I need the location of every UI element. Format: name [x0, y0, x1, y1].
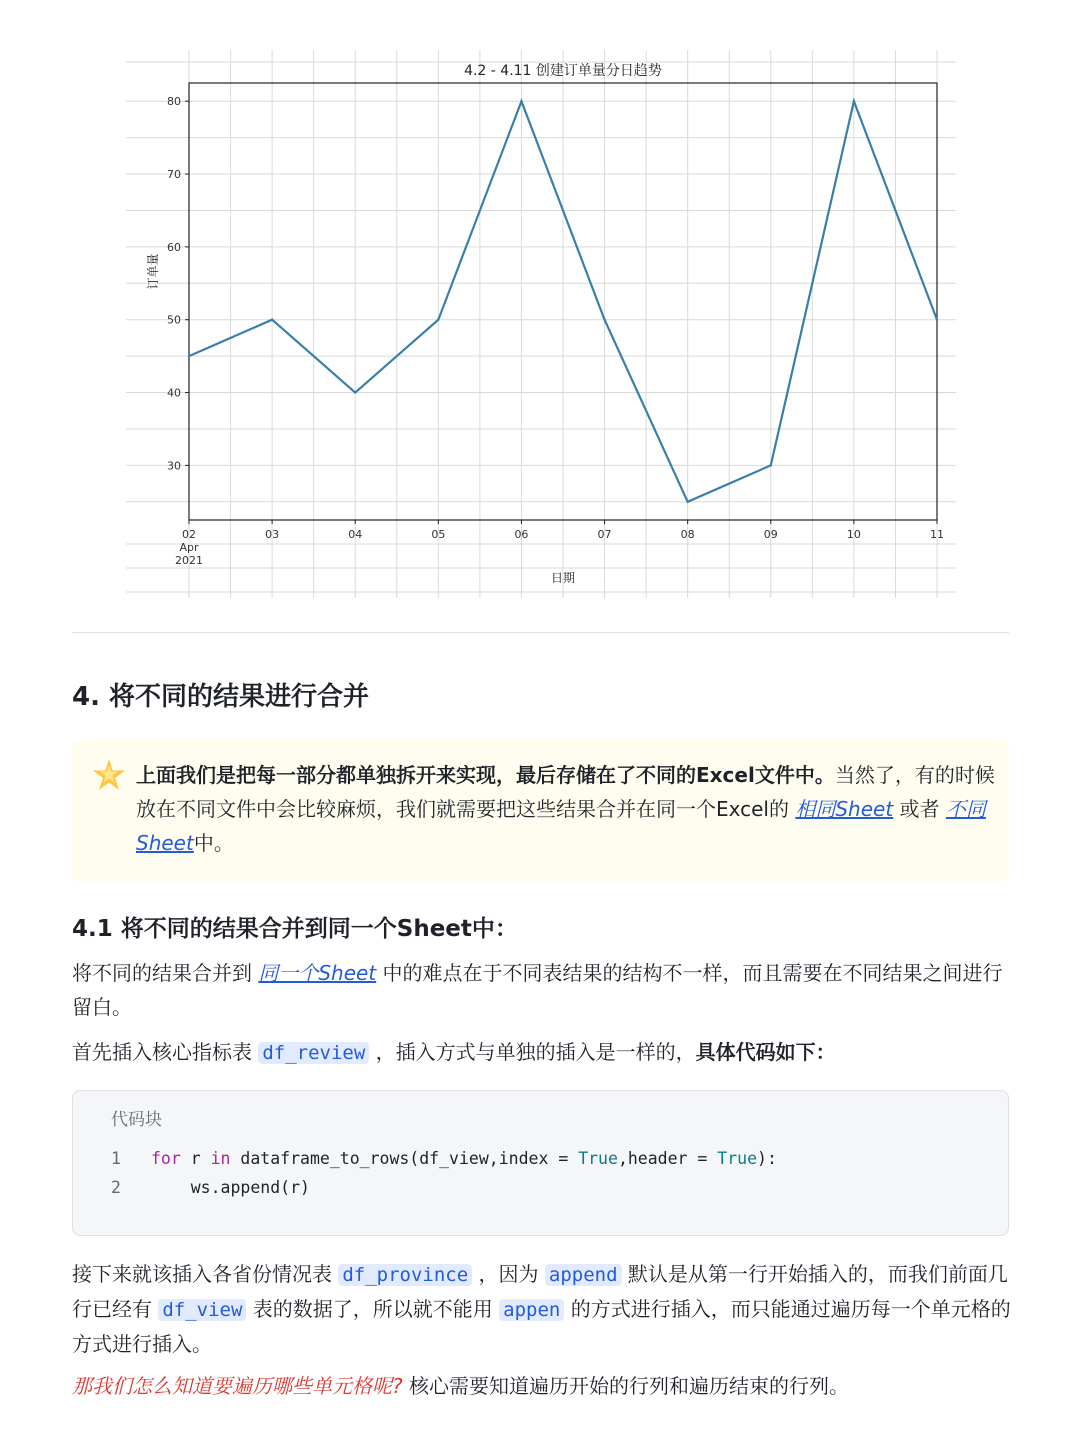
chart-svg	[126, 50, 956, 598]
data-point	[188, 355, 190, 357]
y-tick-label: 80	[167, 95, 181, 109]
para3-text-1: 接下来就该插入各省份情况表	[72, 1262, 339, 1286]
paragraph-1	[72, 956, 1012, 1024]
data-point	[603, 319, 605, 321]
callout-text	[136, 758, 996, 860]
line-number: 2	[111, 1178, 121, 1197]
code-text: ws.append(r)	[151, 1178, 310, 1197]
para1-text-1: 将不同的结果合并到	[72, 961, 259, 985]
code-block-label: 代码块	[111, 1110, 162, 1130]
para3-text-2: ，因为	[472, 1262, 545, 1286]
data-point	[686, 501, 688, 503]
para4-text: 核心需要知道遍历开始的行列和遍历结束的行列。	[402, 1374, 849, 1398]
y-tick-label: 50	[167, 313, 181, 327]
x-tick-label: 10	[846, 528, 861, 541]
para1-text-2: 中的难点在于不同表结果的结构不一样，而且需要在不同结果之间进行留白。	[72, 961, 1003, 1019]
data-point	[271, 319, 273, 321]
code-keyword-true: True	[717, 1149, 758, 1168]
question-emphasis: 那我们怎么知道要遍历哪些单元格呢?	[72, 1374, 403, 1398]
x-tick-label: 09	[763, 528, 778, 541]
code-keyword-in: in	[210, 1149, 231, 1168]
data-point	[437, 319, 439, 321]
code-block	[72, 1090, 1009, 1236]
link-same-sheet-2[interactable]: 同一个Sheet	[258, 961, 377, 985]
data-point	[853, 100, 855, 102]
code-text: r	[180, 1149, 211, 1168]
code-text: dataframe_to_rows(df_view,index =	[230, 1149, 579, 1168]
inline-code-append: append	[545, 1264, 622, 1286]
data-point	[520, 100, 522, 102]
code-line-1	[111, 1149, 777, 1168]
code-keyword-true: True	[578, 1149, 618, 1168]
x-tick-label: 06	[514, 528, 529, 541]
link-different-sheet[interactable]: 不同Sheet	[136, 797, 986, 855]
para2-text-1: 首先插入核心指标表	[72, 1040, 259, 1064]
callout-text-3: 中。	[193, 831, 234, 855]
paragraph-3	[72, 1257, 1012, 1361]
y-tick-label: 60	[167, 240, 181, 254]
chart-title: 4.2 - 4.11 创建订单量分日趋势	[464, 63, 662, 79]
x-tick-sublabel: 2021	[175, 554, 203, 567]
code-line-2	[111, 1178, 310, 1197]
code-keyword-for: for	[151, 1149, 181, 1168]
section-divider	[72, 632, 1009, 633]
data-point	[936, 319, 938, 321]
x-tick-label: 11	[930, 528, 944, 541]
callout-bold-text: 上面我们是把每一部分都单独拆开来实现，最后存储在了不同的Excel文件中。	[136, 763, 835, 787]
x-tick-label: 03	[265, 528, 280, 541]
y-tick-label: 30	[167, 459, 181, 473]
inline-code-appen: appen	[499, 1299, 564, 1321]
para2-bold: 具体代码如下：	[695, 1040, 836, 1064]
x-tick-label: 04	[348, 528, 363, 541]
x-tick-label: 05	[431, 528, 446, 541]
code-text: ):	[757, 1149, 777, 1168]
y-tick-label: 40	[167, 386, 181, 400]
y-tick-label: 70	[167, 168, 181, 182]
y-axis-title: 订单量	[146, 253, 160, 290]
sparkle-star-icon	[92, 758, 126, 792]
section-heading: 4. 将不同的结果进行合并	[72, 682, 370, 712]
data-point	[770, 464, 772, 466]
callout-text-1: 当然了，有的时候放在不同文件中会比较麻烦，我们就需要把这些结果合并在同一个Excel的	[136, 763, 995, 821]
paragraph-2	[72, 1035, 1012, 1070]
x-tick-sublabel: Apr	[179, 541, 199, 554]
x-axis-title: 日期	[550, 571, 576, 585]
callout-box	[72, 740, 1009, 882]
line-number: 1	[111, 1149, 121, 1168]
paragraph-4	[72, 1369, 1012, 1403]
inline-code-df-review: df_review	[258, 1042, 369, 1064]
x-tick-label: 08	[680, 528, 695, 541]
inline-code-df-view: df_view	[158, 1299, 246, 1321]
para3-text-3: 默认是从第一行开始插入的，而我们前面几行已经有	[72, 1262, 1008, 1321]
x-tick-label: 07	[597, 528, 612, 541]
data-point	[354, 391, 356, 393]
para2-text-2: ，插入方式与单独的插入是一样的，	[369, 1040, 696, 1064]
para3-text-5: 的方式进行插入，而只能通过遍历每一个单元格的方式进行插入。	[72, 1297, 1011, 1356]
callout-text-2: 或者	[893, 797, 946, 821]
x-tick-label: 02	[182, 528, 196, 541]
link-same-sheet[interactable]: 相同Sheet	[795, 797, 894, 821]
code-text: ,header =	[617, 1149, 718, 1168]
line-chart	[126, 50, 956, 598]
para3-text-4: 表的数据了，所以就不能用	[246, 1297, 500, 1321]
inline-code-df-province: df_province	[338, 1264, 472, 1286]
subsection-heading: 4.1 将不同的结果合并到同一个Sheet中：	[72, 916, 518, 942]
